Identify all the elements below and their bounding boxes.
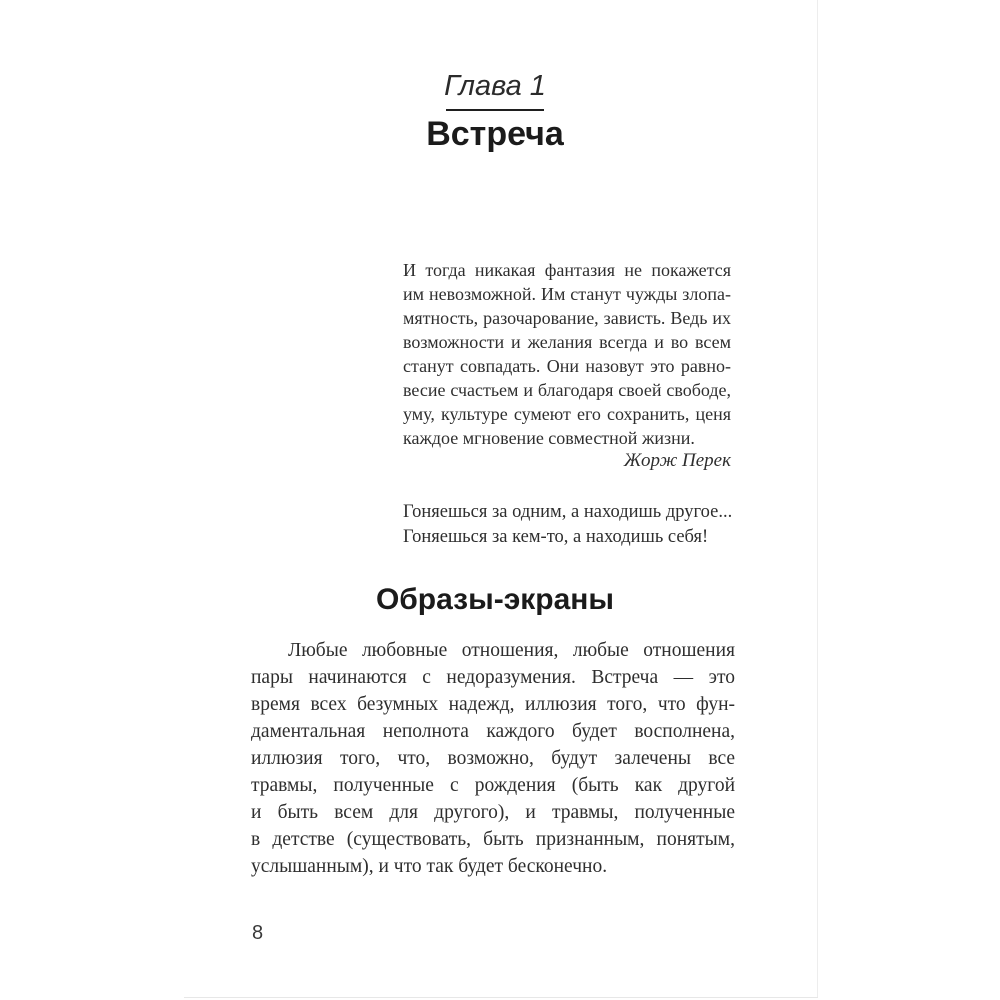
text-line: им невозможной. Им станут чужды злопа-	[403, 284, 731, 304]
page-right-edge	[817, 0, 818, 997]
text-line: Любые любовные отношения, любые отношения	[288, 640, 735, 661]
body-paragraph	[251, 637, 735, 880]
text-line: весие счастьем и благодаря своей свободе,	[403, 380, 731, 400]
section-heading: Образы-экраны	[375, 583, 615, 616]
epigraph-attribution: Жорж Перек	[623, 450, 731, 471]
chapter-title: Встреча	[426, 115, 564, 153]
text-line: каждое мгновение совместной жизни.	[403, 428, 695, 448]
text-line: пары начинаются с недоразумения. Встреча — это	[251, 667, 735, 688]
text-line: станут совпадать. Они назовут это равно-	[403, 356, 731, 376]
text-line: возможности и желания всегда и во всем	[403, 332, 731, 352]
text-line: и быть всем для другого), и травмы, полученные	[251, 802, 735, 823]
page-bottom-edge	[184, 997, 818, 998]
text-line: время всех безумных надежд, иллюзия того, что фун-	[251, 694, 735, 715]
chapter-heading-block	[255, 70, 735, 153]
text-line: иллюзия того, что, возможно, будут залечены все	[251, 748, 735, 769]
chapter-rule	[446, 109, 544, 111]
epigraph	[403, 258, 731, 450]
text-line: Гоняешься за кем-то, а находишь себя!	[403, 527, 709, 547]
text-line: уму, культуре сумеют его сохранить, ценя	[403, 404, 731, 424]
aphorism-quote	[403, 500, 732, 550]
text-line: даментальная неполнота каждого будет восполнена,	[251, 721, 735, 742]
page-number: 8	[252, 922, 264, 944]
text-line: Гоняешься за одним, а находишь другое...	[403, 502, 733, 522]
text-line: в детстве (существовать, быть признанным, понятым,	[251, 829, 735, 850]
text-line: И тогда никакая фантазия не покажется	[403, 260, 731, 280]
text-line: услышанным), и что так будет бесконечно.	[251, 856, 608, 877]
text-line: мятность, разочарование, зависть. Ведь их	[403, 308, 731, 328]
chapter-label: Глава 1	[444, 70, 546, 102]
text-line: травмы, полученные с рождения (быть как другой	[251, 775, 735, 796]
